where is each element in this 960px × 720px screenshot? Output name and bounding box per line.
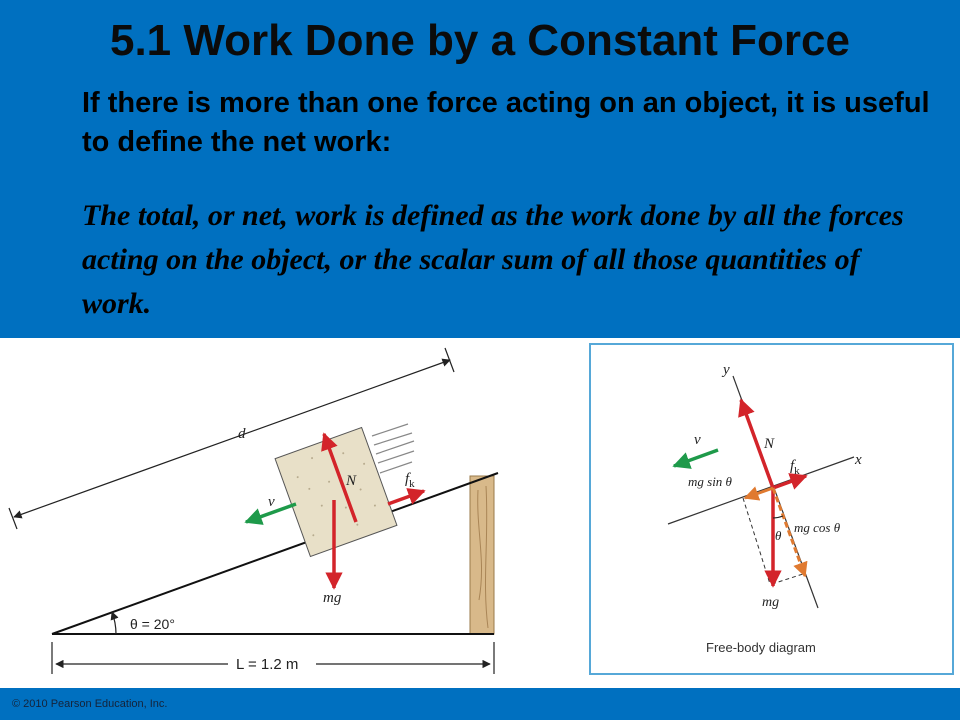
mg-sin-label: mg sin θ: [688, 474, 732, 489]
angle-arc: [112, 612, 116, 634]
length-label: L = 1.2 m: [236, 656, 299, 673]
footer-bar: [0, 688, 960, 720]
fbd-weight-label: mg: [762, 595, 780, 610]
fbd-friction-label: $f_k$: [790, 458, 800, 477]
motion-lines: [372, 424, 414, 473]
incline-figure: [0, 340, 960, 688]
friction-label: $f_k$: [405, 471, 415, 490]
weight-label: mg: [323, 590, 342, 606]
velocity-label: v: [268, 494, 275, 510]
intro-text: If there is more than one force acting on an object, it is useful to define the net work:: [82, 87, 930, 158]
copyright-text: © 2010 Pearson Education, Inc.: [12, 698, 168, 710]
y-axis-label: y: [723, 362, 730, 378]
mg-cos-label: mg cos θ: [794, 520, 841, 535]
incline-scene: [9, 348, 498, 674]
distance-label: d: [238, 426, 246, 442]
definition-text: The total, or net, work is defined as the work done by all the forces acting on the object, or the scalar sum of all those quantities of work.: [82, 199, 904, 320]
free-body-diagram: [590, 344, 953, 674]
angle-label: θ = 20°: [130, 616, 175, 632]
sliding-block: [275, 427, 397, 556]
wood-post: [470, 476, 494, 634]
incline-surface: [52, 473, 498, 634]
x-axis-label: x: [855, 452, 862, 468]
normal-force-label: N: [346, 473, 357, 489]
slide-title: 5.1 Work Done by a Constant Force: [109, 16, 850, 65]
fbd-normal-label: N: [764, 436, 775, 452]
fbd-caption: Free-body diagram: [706, 640, 816, 655]
fbd-velocity-label: v: [694, 432, 701, 448]
theta-label: θ: [775, 528, 782, 543]
